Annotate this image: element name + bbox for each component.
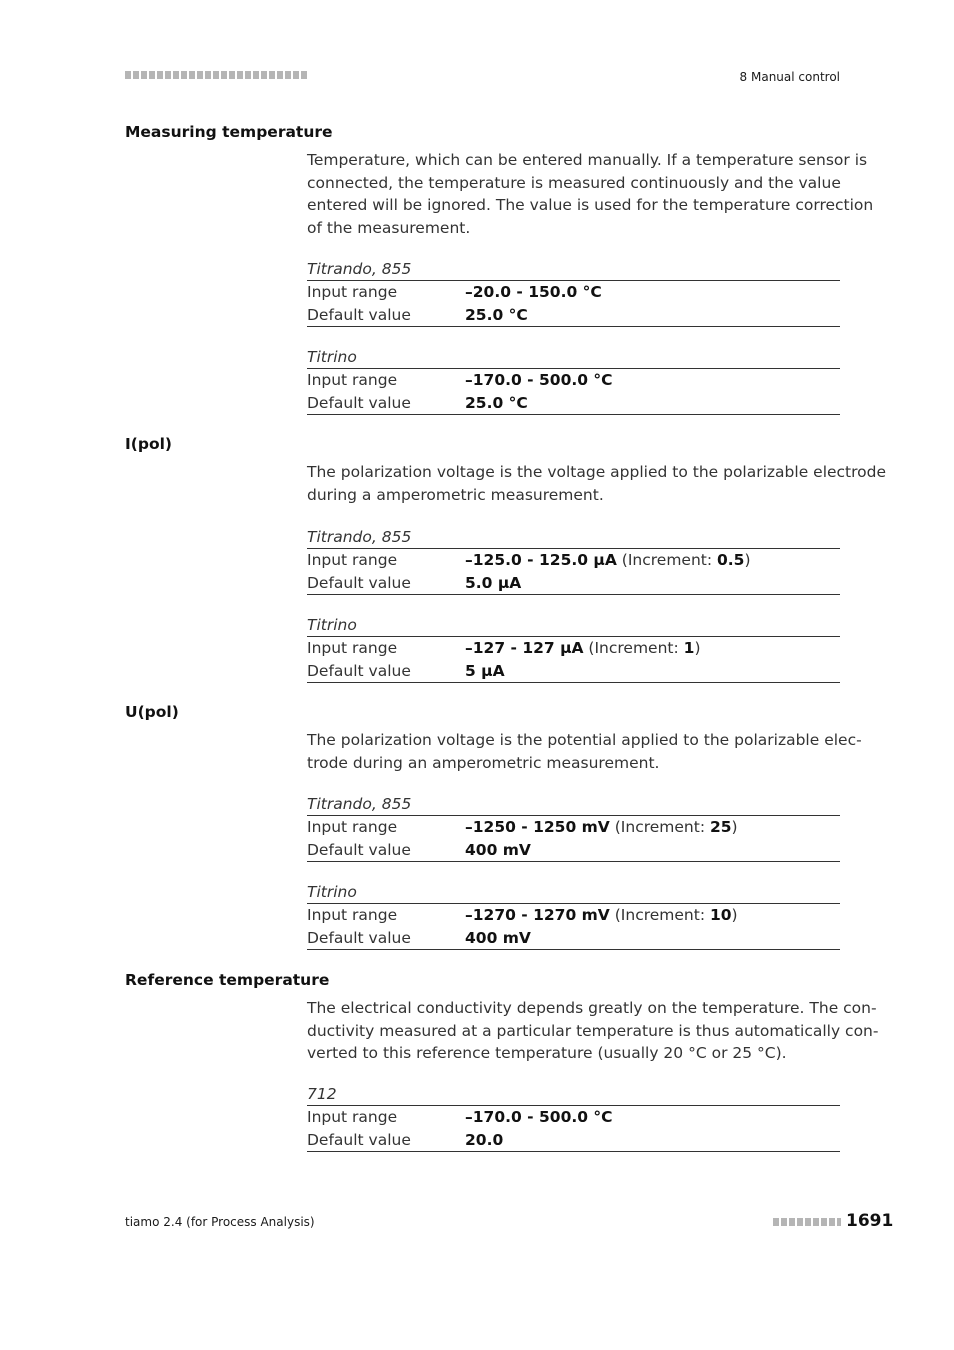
row-label: Input range bbox=[307, 906, 398, 924]
table-row bbox=[307, 660, 840, 684]
row-value: –170.0 - 500.0 °C bbox=[465, 1108, 613, 1126]
table-row bbox=[307, 549, 840, 572]
table-row bbox=[307, 572, 840, 596]
row-label: Input range bbox=[307, 551, 398, 569]
header-decoration bbox=[125, 71, 307, 79]
description-line: Temperature, which can be entered manually. If a temperature sensor is bbox=[307, 151, 868, 169]
row-value: –170.0 - 500.0 °C bbox=[465, 371, 613, 389]
description-line: The electrical conductivity depends greatly on the temperature. The con- bbox=[307, 999, 877, 1017]
table-row bbox=[307, 369, 840, 392]
table-caption: Titrino bbox=[307, 346, 840, 369]
table-row bbox=[307, 637, 840, 660]
table-caption: Titrando, 855 bbox=[307, 793, 840, 816]
table-caption: 712 bbox=[307, 1083, 840, 1106]
parameter-table bbox=[307, 258, 840, 327]
section-description bbox=[307, 997, 879, 1065]
row-value: –127 - 127 µA (Increment: 1) bbox=[465, 639, 701, 657]
chapter-title: 8 Manual control bbox=[739, 70, 840, 84]
description-line: verted to this reference temperature (usually 20 °C or 25 °C). bbox=[307, 1044, 787, 1063]
row-label: Input range bbox=[307, 283, 398, 301]
table-row bbox=[307, 1129, 840, 1153]
row-label: Default value bbox=[307, 840, 411, 859]
table-row bbox=[307, 281, 840, 304]
row-label: Default value bbox=[307, 305, 411, 324]
row-value: 400 mV bbox=[465, 928, 531, 947]
table-row bbox=[307, 816, 840, 839]
footer-decoration bbox=[773, 1218, 841, 1226]
description-line: trode during an amperometric measurement. bbox=[307, 753, 660, 772]
row-value: –1250 - 1250 mV (Increment: 25) bbox=[465, 818, 738, 836]
description-line: entered will be ignored. The value is used for the temperature correction bbox=[307, 196, 874, 215]
table-row bbox=[307, 839, 840, 863]
parameter-table bbox=[307, 526, 840, 595]
parameter-table bbox=[307, 614, 840, 683]
section-description bbox=[307, 149, 874, 239]
section-title-measuring-temperature: Measuring temperature bbox=[125, 123, 333, 141]
row-value: 25.0 °C bbox=[465, 305, 528, 324]
table-caption: Titrino bbox=[307, 614, 840, 637]
table-row bbox=[307, 927, 840, 951]
section-title-upol: U(pol) bbox=[125, 703, 179, 721]
row-value: –125.0 - 125.0 µA (Increment: 0.5) bbox=[465, 551, 751, 569]
row-label: Default value bbox=[307, 1130, 411, 1149]
section-description bbox=[307, 461, 887, 506]
description-line: ductivity measured at a particular temperature is thus automatically con- bbox=[307, 1021, 879, 1040]
parameter-table bbox=[307, 881, 840, 950]
page-number: 1691 bbox=[846, 1211, 894, 1231]
row-label: Input range bbox=[307, 371, 398, 389]
table-caption: Titrando, 855 bbox=[307, 258, 840, 281]
description-line: during a amperometric measurement. bbox=[307, 485, 604, 504]
table-row bbox=[307, 392, 840, 416]
parameter-table bbox=[307, 1083, 840, 1152]
section-title-reference-temperature: Reference temperature bbox=[125, 971, 330, 989]
description-line: The polarization voltage is the potential applied to the polarizable elec- bbox=[307, 731, 862, 749]
table-row bbox=[307, 1106, 840, 1129]
row-value: 5.0 µA bbox=[465, 573, 522, 592]
row-label: Default value bbox=[307, 928, 411, 947]
parameter-table bbox=[307, 346, 840, 415]
section-description bbox=[307, 729, 862, 774]
description-line: The polarization voltage is the voltage applied to the polarizable electrode bbox=[307, 463, 887, 481]
table-row bbox=[307, 304, 840, 328]
table-caption: Titrando, 855 bbox=[307, 526, 840, 549]
table-caption: Titrino bbox=[307, 881, 840, 904]
row-value: –1270 - 1270 mV (Increment: 10) bbox=[465, 906, 738, 924]
description-line: of the measurement. bbox=[307, 218, 471, 237]
section-title-ipol: I(pol) bbox=[125, 435, 172, 453]
row-value: 25.0 °C bbox=[465, 393, 528, 412]
row-label: Input range bbox=[307, 818, 398, 836]
footer-product: tiamo 2.4 (for Process Analysis) bbox=[125, 1215, 315, 1229]
row-value: 20.0 bbox=[465, 1130, 504, 1149]
row-value: –20.0 - 150.0 °C bbox=[465, 283, 602, 301]
row-label: Input range bbox=[307, 1108, 398, 1126]
row-label: Default value bbox=[307, 661, 411, 680]
parameter-table bbox=[307, 793, 840, 862]
row-label: Default value bbox=[307, 393, 411, 412]
row-value: 400 mV bbox=[465, 840, 531, 859]
row-value: 5 µA bbox=[465, 661, 505, 680]
description-line: connected, the temperature is measured continuously and the value bbox=[307, 173, 841, 192]
row-label: Default value bbox=[307, 573, 411, 592]
row-label: Input range bbox=[307, 639, 398, 657]
table-row bbox=[307, 904, 840, 927]
